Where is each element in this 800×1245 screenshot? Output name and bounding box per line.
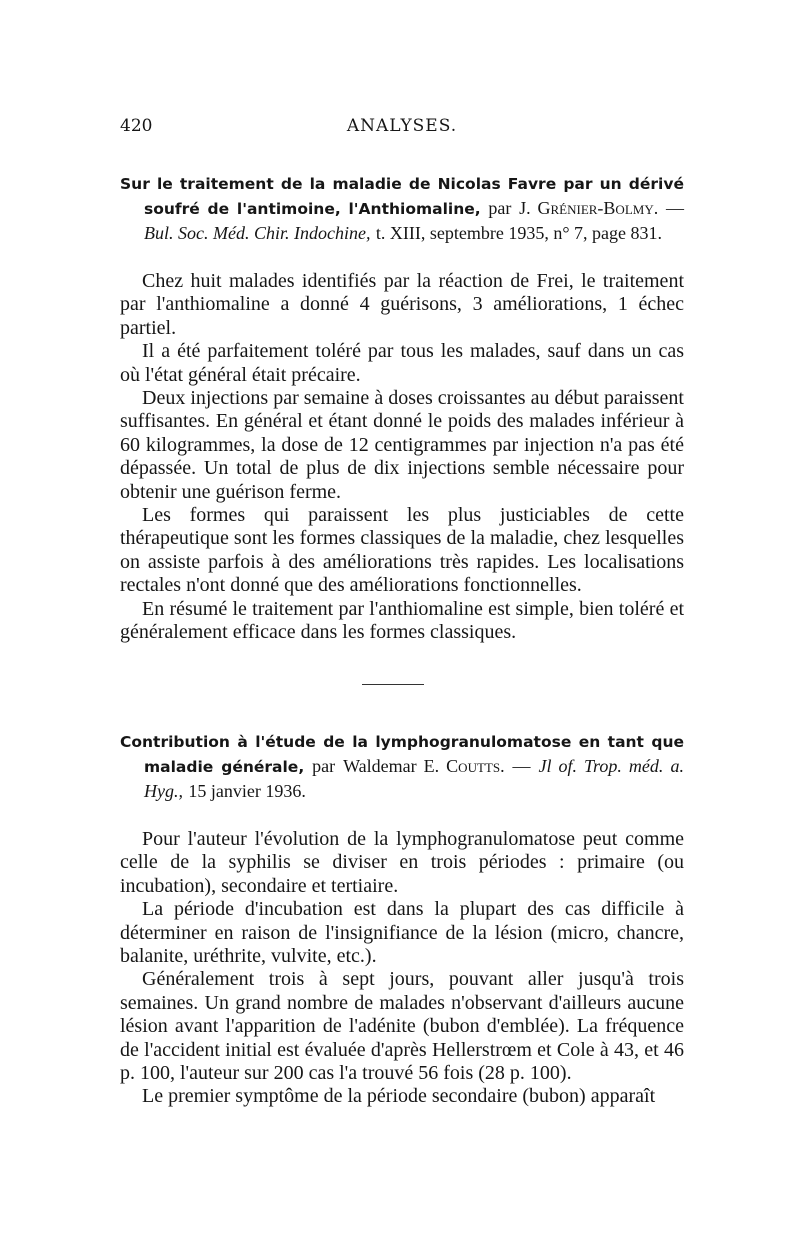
- article-by: par: [312, 756, 336, 776]
- article-lymphogranulomatose: [120, 730, 684, 1109]
- paragraph: Les formes qui paraissent les plus justiciables de cette thérapeutique sont les formes classiques de la maladie, chez lesquelles on assiste parfois à des améliorations très rapides. Les localisations rectales n'ont donné que des améliorations fonctionnelles.: [120, 504, 684, 597]
- article-dash: —: [512, 756, 531, 776]
- article-author: Coutts.: [446, 756, 505, 776]
- article-by: par: [488, 198, 512, 218]
- paragraph: Le premier symptôme de la période secondaire (bubon) apparaît: [142, 1085, 656, 1108]
- running-title: ANALYSES.: [346, 116, 458, 136]
- article-author: J. Grénier-Bolmy.: [519, 198, 659, 218]
- page-number: 420: [120, 116, 153, 136]
- article-title: Sur le traitement de la maladie de Nicolas Favre par un dérivé soufré de l'antimoine, l'Anthiomaline,: [120, 175, 684, 218]
- article-author-first: Waldemar E.: [343, 756, 447, 776]
- paragraph: En résumé le traitement par l'anthiomaline est simple, bien toléré et généralement efficace dans les formes classiques.: [120, 597, 684, 644]
- paragraph: Pour l'auteur l'évolution de la lymphogranulomatose peut comme celle de la syphilis se diviser en trois périodes : primaire (ou incubation), secondaire et tertiaire.: [120, 828, 684, 897]
- paragraph: Généralement trois à sept jours, pouvant aller jusqu'à trois semaines. Un grand nombre de malades n'observant d'ailleurs aucune lésion avant l'apparition de l'adénite (bubon d'emblée). La fréquence de l'accident initial est évaluée d'après Hellerstrœm et Cole à 43, et 46 p. 100, l'auteur sur 200 cas l'a trouvé 56 fois (28 p. 100).: [120, 968, 684, 1085]
- article-body: [120, 828, 684, 1109]
- article-dash: —: [665, 198, 684, 218]
- article-details: t. XIII, septembre 1935, n° 7, page 831.: [375, 223, 663, 243]
- section-divider: [362, 684, 424, 685]
- article-journal: Jl of. Trop. méd. a. Hyg.,: [144, 756, 684, 801]
- article-body: [120, 270, 684, 645]
- article-title: Contribution à l'étude de la lymphogranulomatose en tant que maladie générale,: [120, 733, 684, 776]
- page-header: [120, 116, 684, 142]
- paragraph: Chez huit malades identifiés par la réaction de Frei, le traitement par l'anthiomaline a donné 4 guérisons, 3 améliorations, 1 échec partiel.: [120, 270, 684, 339]
- paragraph: Deux injections par semaine à doses croissantes au début paraissent suffisantes. En général et étant donné le poids des malades inférieur à 60 kilogrammes, la dose de 12 centigrammes par injection n'a pas été dépassée. Un total de plus de dix injections semble nécessaire pour obtenir une guérison ferme.: [120, 387, 684, 503]
- article-details: 15 janvier 1936.: [188, 781, 306, 801]
- article-journal: Bul. Soc. Méd. Chir. Indochine,: [144, 223, 371, 243]
- article-heading: [120, 172, 684, 246]
- paragraph: Il a été parfaitement toléré par tous les malades, sauf dans un cas où l'état général était précaire.: [120, 340, 684, 386]
- article-anthiomaline: [120, 172, 684, 645]
- paragraph: La période d'incubation est dans la plupart des cas difficile à déterminer en raison de l'insignifiance de la lésion (micro, chancre, balanite, uréthrite, vulvite, etc.).: [120, 898, 684, 968]
- article-heading: [120, 730, 684, 804]
